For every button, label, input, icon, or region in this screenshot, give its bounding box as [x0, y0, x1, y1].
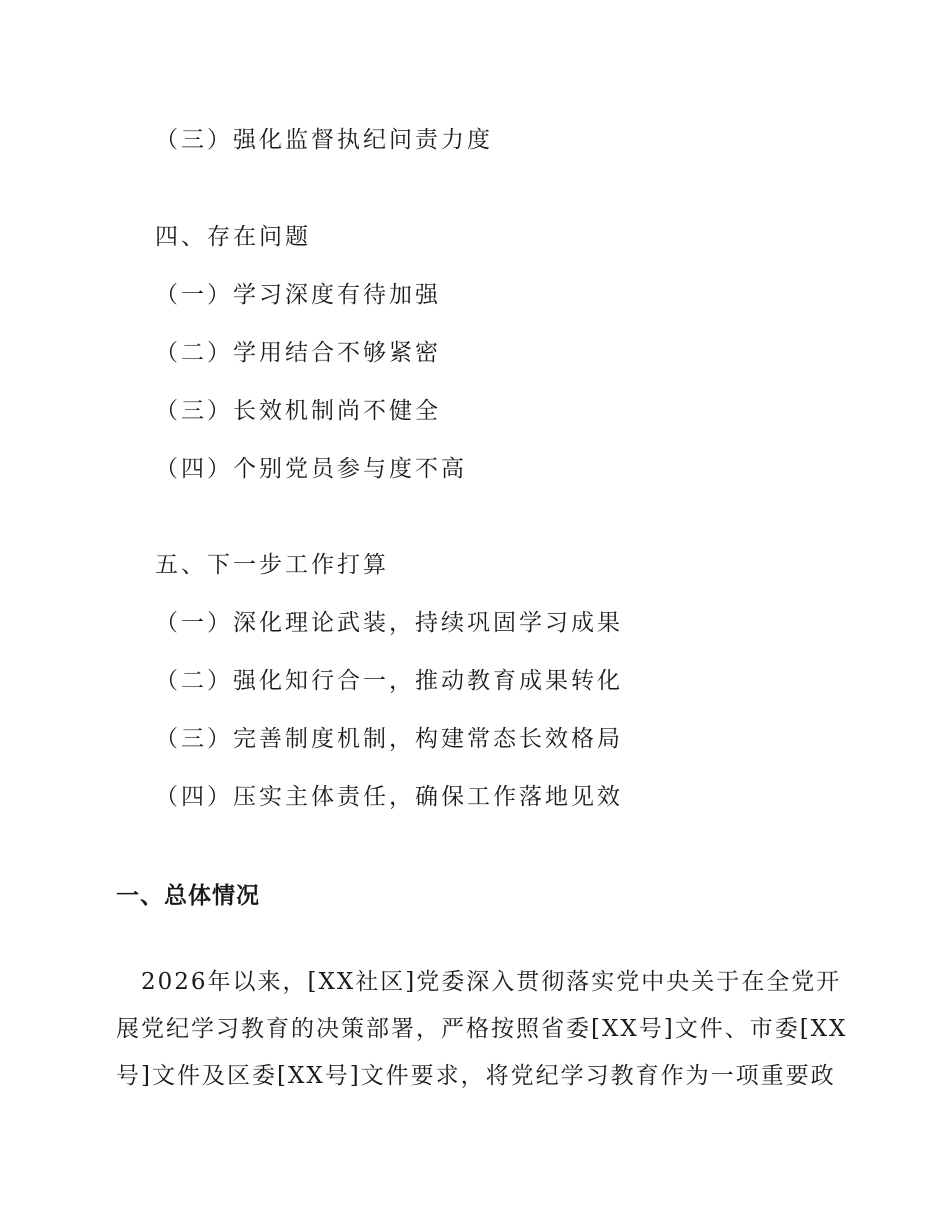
section-5-item-4: （四）压实主体责任，确保工作落地见效 [155, 784, 623, 810]
section-5-item-1: （一）深化理论武装，持续巩固学习成果 [155, 610, 623, 636]
paragraph-line: 号]文件及区委[XX号]文件要求，将党纪学习教育作为一项重要政 [116, 1063, 836, 1089]
section-4-item-3: （三）长效机制尚不健全 [155, 398, 441, 424]
section-5-title: 五、下一步工作打算 [155, 552, 389, 578]
section-1-heading: 一、总体情况 [116, 883, 260, 909]
section-4-item-4: （四）个别党员参与度不高 [155, 456, 467, 482]
section-5-item-2: （二）强化知行合一，推动教育成果转化 [155, 668, 623, 694]
paragraph-line: 2026年以来，[XX社区]党委深入贯彻落实党中央关于在全党开 [116, 969, 842, 995]
section-5-item-3: （三）完善制度机制，构建常态长效格局 [155, 726, 623, 752]
section-4-item-2: （二）学用结合不够紧密 [155, 340, 441, 366]
paragraph-line: 展党纪学习教育的决策部署，严格按照省委[XX号]文件、市委[XX [116, 1016, 848, 1042]
section-4-item-1: （一）学习深度有待加强 [155, 282, 441, 308]
overview-paragraph [116, 964, 848, 1105]
section-4-title: 四、存在问题 [155, 224, 311, 250]
outline-item-3-3: （三）强化监督执纪问责力度 [155, 127, 493, 153]
